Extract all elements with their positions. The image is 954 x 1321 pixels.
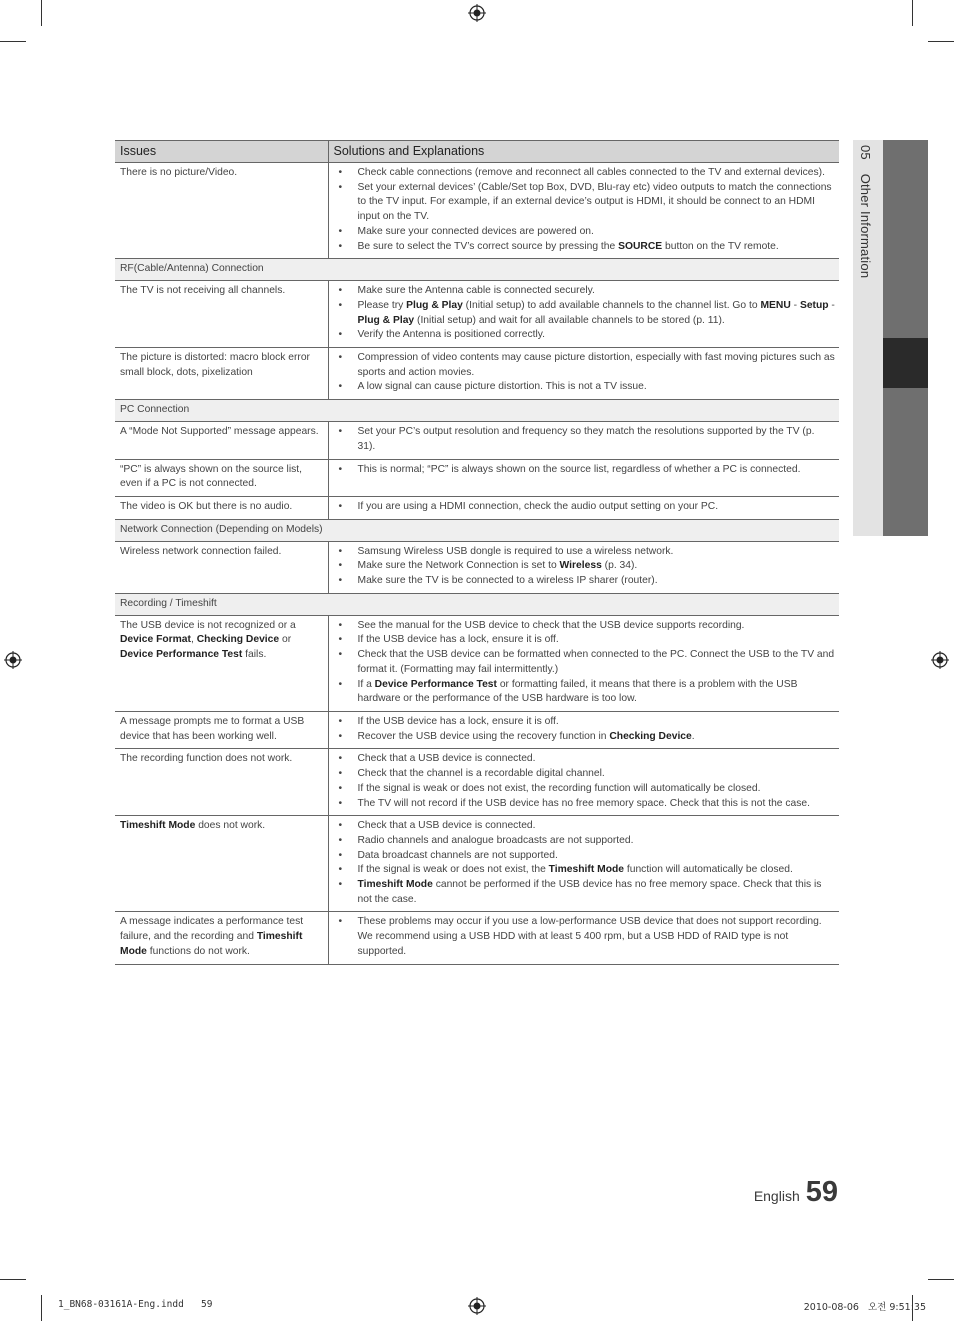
solution-item: • If a Device Performance Test or formatting failed, it means that there is a problem with the USB hardware or the performance of the USB hardware is too low. [339,678,836,707]
section-label: RF(Cable/Antenna) Connection [115,259,839,281]
table-row [115,749,839,816]
crop-mark [0,1279,26,1280]
solution-item: • Recover the USB device using the recovery function in Checking Device. [339,730,836,745]
table-row [115,348,839,400]
solution-list [339,545,836,589]
solution-item: • If you are using a HDMI connection, check the audio output setting on your PC. [339,500,836,515]
solution-list [339,915,836,959]
crop-mark [912,0,913,26]
solution-list [339,715,836,744]
solution-item: • If the signal is weak or does not exist, the Timeshift Mode function will automatically be closed. [339,863,836,878]
solutions-cell [328,281,839,348]
registration-mark-icon [4,651,22,669]
solution-item: • Data broadcast channels are not supported. [339,849,836,864]
solution-item: • Make sure the Antenna cable is connected securely. [339,284,836,299]
section-row [115,259,839,281]
table-row [115,163,839,259]
solution-item: • Compression of video contents may cause picture distortion, especially with fast moving pictures such as sports and action movies. [339,351,836,380]
registration-mark-icon [468,1297,486,1315]
solution-item: • Be sure to select the TV’s correct source by pressing the SOURCE button on the TV remote. [339,240,836,255]
language-label: English [753,1188,800,1204]
chapter-title: Other Information [858,173,873,279]
solution-item: • Check that a USB device is connected. [339,752,836,767]
issue-cell: Timeshift Mode does not work. [115,816,328,912]
page-footer [754,1176,838,1209]
crop-mark [0,41,26,42]
solutions-cell [328,496,839,519]
solutions-cell [328,459,839,496]
solution-item: • If the USB device has a lock, ensure it is off. [339,633,836,648]
issue-cell: The recording function does not work. [115,749,328,816]
issue-cell: A message indicates a performance test failure, and the recording and Timeshift Mode functions do not work. [115,912,328,964]
table-row [115,281,839,348]
solutions-cell [328,816,839,912]
section-label: Recording / Timeshift [115,593,839,615]
table-row [115,615,839,711]
page-number: 59 [805,1176,838,1208]
section-row [115,400,839,422]
solutions-cell [328,422,839,459]
solutions-cell [328,912,839,964]
solution-item: • Set your PC’s output resolution and frequency so they match the resolutions supported by the TV (p. 31). [339,425,836,454]
crop-mark [41,0,42,26]
solution-list [339,500,836,515]
issue-cell: Wireless network connection failed. [115,541,328,593]
troubleshooting-table [115,140,839,965]
issue-cell: The USB device is not recognized or a Device Format, Checking Device or Device Performance Test fails. [115,615,328,711]
solutions-header: Solutions and Explanations [328,141,839,163]
slug-datetime: 2010-08-06 오전 9:51:35 [803,1302,926,1313]
issues-header: Issues [115,141,328,163]
solution-item: • Timeshift Mode cannot be performed if the USB device has no free memory space. Check that this is not the case. [339,878,836,907]
solution-list [339,425,836,454]
solution-item: • Check that the channel is a recordable digital channel. [339,767,836,782]
solution-item: • See the manual for the USB device to check that the USB device supports recording. [339,619,836,634]
chapter-label [858,145,873,278]
solution-item: • Make sure the TV is be connected to a wireless IP sharer (router). [339,574,836,589]
issue-cell: The video is OK but there is no audio. [115,496,328,519]
table-row [115,912,839,964]
issue-cell: The picture is distorted: macro block error small block, dots, pixelization [115,348,328,400]
section-row [115,519,839,541]
solution-list [339,284,836,343]
table-header-row [115,141,839,163]
section-label: Network Connection (Depending on Models) [115,519,839,541]
table-row [115,541,839,593]
table-row [115,496,839,519]
solution-list [339,752,836,811]
solution-list [339,619,836,707]
issue-cell: A “Mode Not Supported” message appears. [115,422,328,459]
slug-file: 1_BN68-03161A-Eng.indd 59 [58,1299,213,1310]
solution-list [339,463,836,478]
solution-item: • Please try Plug & Play (Initial setup) to add available channels to the channel list. Go to MENU - Setup - Plug & Play (Initial setup) and wait for all available channels to be stored (p. 11). [339,299,836,328]
crop-mark [41,1295,42,1321]
solution-item: • A low signal can cause picture distortion. This is not a TV issue. [339,380,836,395]
solutions-cell [328,163,839,259]
table-row [115,816,839,912]
solution-item: • If the signal is weak or does not exist, the recording function will automatically be closed. [339,782,836,797]
solution-item: • Make sure your connected devices are powered on. [339,225,836,240]
section-label: PC Connection [115,400,839,422]
solution-item: • Check cable connections (remove and reconnect all cables connected to the TV and external devices). [339,166,836,181]
section-row [115,593,839,615]
solution-item: • Check that a USB device is connected. [339,819,836,834]
crop-mark [928,41,954,42]
chapter-number: 05 [858,145,873,160]
solution-list [339,351,836,395]
table-body [115,163,839,965]
table-row [115,711,839,748]
solution-item: • This is normal; “PC” is always shown on the source list, regardless of whether a PC is connected. [339,463,836,478]
registration-mark-icon [468,4,486,22]
issue-cell: There is no picture/Video. [115,163,328,259]
registration-mark-icon [931,651,949,669]
solution-item: • Check that the USB device can be formatted when connected to the PC. Connect the USB to the TV and format it. (Formatting may fail intermittently.) [339,648,836,677]
solution-item: • Set your external devices’ (Cable/Set top Box, DVD, Blu-ray etc) video outputs to match the connections to the TV input. For example, if an external device’s output is HDMI, it should be connect to an HDMI input on the TV. [339,181,836,225]
chapter-tab-indicator [883,338,928,388]
solution-item: • Verify the Antenna is positioned correctly. [339,328,836,343]
solutions-cell [328,711,839,748]
solutions-cell [328,615,839,711]
solution-item: • These problems may occur if you use a low-performance USB device that does not support recording. We recommend using a USB HDD with at least 5 400 rpm, but a USB HDD of RAID type is not supported. [339,915,836,959]
solution-item: • Radio channels and analogue broadcasts are not supported. [339,834,836,849]
solution-list [339,166,836,254]
solutions-cell [328,541,839,593]
solution-item: • The TV will not record if the USB device has no free memory space. Check that this is not the case. [339,797,836,812]
table-row [115,422,839,459]
issue-cell: “PC” is always shown on the source list, even if a PC is not connected. [115,459,328,496]
issue-cell: The TV is not receiving all channels. [115,281,328,348]
crop-mark [928,1279,954,1280]
solution-item: • If the USB device has a lock, ensure it is off. [339,715,836,730]
solution-item: • Samsung Wireless USB dongle is required to use a wireless network. [339,545,836,560]
solution-item: • Make sure the Network Connection is set to Wireless (p. 34). [339,559,836,574]
issue-cell: A message prompts me to format a USB device that has been working well. [115,711,328,748]
solutions-cell [328,348,839,400]
table-row [115,459,839,496]
solutions-cell [328,749,839,816]
solution-list [339,819,836,907]
